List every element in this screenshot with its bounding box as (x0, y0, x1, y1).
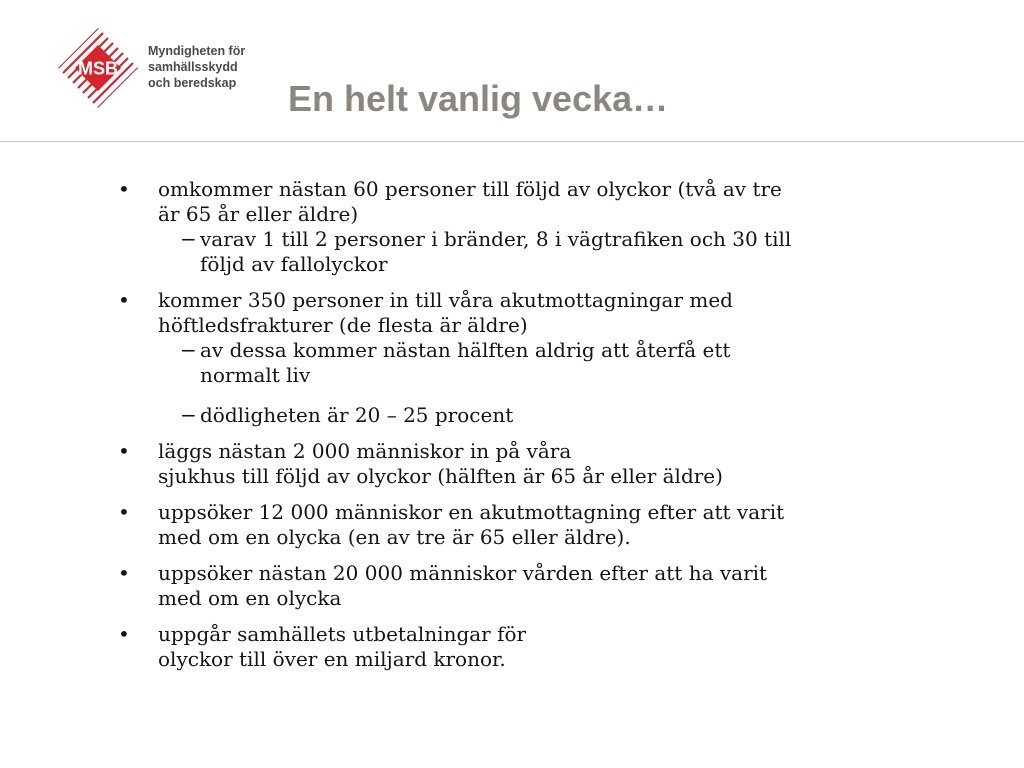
bullet-line: sjukhus till följd av olyckor (hälften är 65 år eller äldre) (158, 464, 723, 488)
sub-bullet-line: följd av fallolyckor (200, 252, 388, 276)
org-line-1: Myndigheten för (148, 44, 246, 58)
sub-bullet-line: av dessa kommer nästan hälften aldrig att återfå ett (200, 338, 731, 362)
slide-title: En helt vanlig vecka… (288, 78, 669, 119)
sub-bullet-marker: − (180, 403, 197, 427)
bullet-marker: • (118, 561, 130, 585)
bullet-marker: • (118, 288, 130, 312)
bullet-line: med om en olycka (158, 586, 342, 610)
bullet-line: med om en olycka (en av tre är 65 eller äldre). (158, 525, 631, 549)
sub-bullet-item (0, 227, 1024, 277)
bullet-marker: • (118, 622, 130, 646)
sub-bullet-line: dödligheten är 20 – 25 procent (200, 403, 514, 427)
sub-bullet-item (0, 403, 1024, 428)
organization-name (148, 43, 245, 91)
bullet-item (0, 288, 1024, 428)
sub-bullet-marker: − (180, 338, 197, 362)
bullet-line: olyckor till över en miljard kronor. (158, 647, 506, 671)
bullet-line: läggs nästan 2 000 människor in på våra (158, 439, 572, 463)
bullet-item (0, 177, 1024, 277)
sub-bullet-item (0, 338, 1024, 388)
org-line-2: samhällsskydd (148, 60, 238, 74)
bullet-marker: • (118, 439, 130, 463)
bullet-item (0, 622, 1024, 672)
bullet-line: kommer 350 personer in till våra akutmottagningar med (158, 288, 733, 312)
msb-logo (58, 28, 138, 108)
sub-bullet-marker: − (180, 227, 197, 251)
logo-text: MSB (78, 58, 118, 79)
bullet-item (0, 439, 1024, 489)
sub-bullet-line: varav 1 till 2 personer i bränder, 8 i vägtrafiken och 30 till (200, 227, 792, 251)
bullet-line: uppsöker nästan 20 000 människor vården efter att ha varit (158, 561, 768, 585)
bullet-item (0, 500, 1024, 550)
bullet-line: uppgår samhällets utbetalningar för (158, 622, 527, 646)
header-divider (0, 141, 1024, 142)
bullet-marker: • (118, 500, 130, 524)
bullet-item (0, 561, 1024, 611)
org-line-3: och beredskap (148, 76, 237, 90)
sub-bullet-line: normalt liv (200, 363, 311, 387)
bullet-line: är 65 år eller äldre) (158, 202, 359, 226)
bullet-list (0, 177, 1024, 683)
bullet-marker: • (118, 177, 130, 201)
bullet-line: omkommer nästan 60 personer till följd av olyckor (två av tre (158, 177, 782, 201)
bullet-line: höftledsfrakturer (de flesta är äldre) (158, 313, 528, 337)
bullet-line: uppsöker 12 000 människor en akutmottagning efter att varit (158, 500, 785, 524)
